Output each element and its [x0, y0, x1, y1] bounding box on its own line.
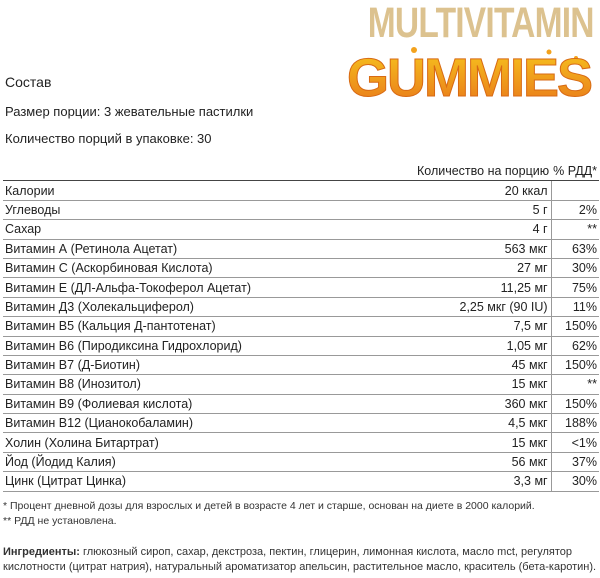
nutrient-amount: 15 мкг: [415, 433, 551, 452]
table-row: [3, 355, 599, 374]
table-row: [3, 452, 599, 471]
composition-title: Состав: [5, 74, 52, 90]
table-row: [3, 258, 599, 277]
nutrient-name: Углеводы: [3, 200, 415, 219]
nutrient-amount: 4,5 мкг: [415, 414, 551, 433]
brand-gummies: [344, 44, 594, 114]
nutrient-amount: 56 мкг: [415, 452, 551, 471]
table-row: [3, 239, 599, 258]
ingredients-text: глюкозный сироп, сахар, декстроза, пектин, глицерин, лимонная кислота, масло mct, регулятор кислотности (цитрат натрия), натуральный ароматизатор апельсин, растительное масло, краситель (бета-каротин).: [3, 546, 597, 573]
header-empty: [3, 162, 415, 181]
nutrient-name: Витамин С (Аскорбиновая Кислота): [3, 258, 415, 277]
brand-gummies-text: GUMMIES: [346, 48, 592, 108]
nutrient-amount: 5 г: [415, 200, 551, 219]
footnote-rdi: * Процент дневной дозы для взрослых и детей в возрасте 4 лет и старше, основан на диете в 2000 калорий.: [3, 500, 535, 512]
nutrient-amount: 360 мкг: [415, 394, 551, 413]
nutrient-rdi: 30%: [551, 472, 599, 491]
nutrient-name: Холин (Холина Битартрат): [3, 433, 415, 452]
servings-per-container: Количество порций в упаковке: 30: [5, 131, 212, 146]
nutrient-name: Калории: [3, 181, 415, 200]
nutrient-rdi: 150%: [551, 355, 599, 374]
ingredients: [3, 545, 599, 575]
table-row: [3, 472, 599, 491]
nutrient-rdi: 188%: [551, 414, 599, 433]
table-row: [3, 375, 599, 394]
nutrient-rdi: 62%: [551, 336, 599, 355]
table-row: [3, 220, 599, 239]
serving-size: Размер порции: 3 жевательные пастилки: [5, 104, 254, 119]
nutrient-name: Витамин В9 (Фолиевая кислота): [3, 394, 415, 413]
nutrient-rdi: 2%: [551, 200, 599, 219]
nutrient-name: Витамин В8 (Инозитол): [3, 375, 415, 394]
nutrient-name: Витамин В6 (Пиродиксина Гидрохлорид): [3, 336, 415, 355]
header-amount: Количество на порцию: [415, 162, 551, 181]
nutrient-amount: 563 мкг: [415, 239, 551, 258]
nutrient-amount: 11,25 мг: [415, 278, 551, 297]
nutrient-rdi: <1%: [551, 433, 599, 452]
nutrient-name: Витамин Е (ДЛ-Альфа-Токоферол Ацетат): [3, 278, 415, 297]
nutrient-amount: 45 мкг: [415, 355, 551, 374]
nutrient-rdi: 63%: [551, 239, 599, 258]
nutrient-rdi: 150%: [551, 317, 599, 336]
nutrient-amount: 3,3 мг: [415, 472, 551, 491]
nutrient-rdi: [551, 181, 599, 200]
nutrient-rdi: 37%: [551, 452, 599, 471]
nutrient-name: Витамин В12 (Цианокобаламин): [3, 414, 415, 433]
nutrient-amount: 1,05 мг: [415, 336, 551, 355]
table-row: [3, 336, 599, 355]
table-row: [3, 394, 599, 413]
nutrient-name: Йод (Йодид Калия): [3, 452, 415, 471]
table-row: [3, 414, 599, 433]
footnotes: [3, 499, 535, 529]
nutrient-name: Сахар: [3, 220, 415, 239]
nutrient-name: Витамин В7 (Д-Биотин): [3, 355, 415, 374]
nutrient-name: Витамин Д3 (Холекальциферол): [3, 297, 415, 316]
nutrient-rdi: 30%: [551, 258, 599, 277]
nutrient-name: Витамин В5 (Кальция Д-пантотенат): [3, 317, 415, 336]
nutrient-rdi: 75%: [551, 278, 599, 297]
brand-logo: [344, 0, 594, 115]
nutrient-rdi: 150%: [551, 394, 599, 413]
table-row: [3, 181, 599, 200]
nutrient-amount: 4 г: [415, 220, 551, 239]
ingredients-label: Ингредиенты:: [3, 546, 80, 558]
nutrient-name: Цинк (Цитрат Цинка): [3, 472, 415, 491]
nutrient-name: Витамин А (Ретинола Ацетат): [3, 239, 415, 258]
nutrient-amount: 7,5 мг: [415, 317, 551, 336]
table-header: [3, 162, 599, 181]
nutrient-amount: 15 мкг: [415, 375, 551, 394]
nutrition-table: [3, 162, 599, 492]
table-row: [3, 200, 599, 219]
nutrient-amount: 27 мг: [415, 258, 551, 277]
brand-multivitamin: MULTIVITAMIN: [367, 0, 594, 47]
nutrient-rdi: **: [551, 375, 599, 394]
table-row: [3, 433, 599, 452]
table-row: [3, 297, 599, 316]
nutrient-amount: 2,25 мкг (90 IU): [415, 297, 551, 316]
nutrient-rdi: 11%: [551, 297, 599, 316]
nutrient-amount: 20 ккал: [415, 181, 551, 200]
nutrient-rdi: **: [551, 220, 599, 239]
table-row: [3, 317, 599, 336]
footnote-not-established: ** РДД не установлена.: [3, 515, 117, 527]
header-rdi: % РДД*: [551, 162, 599, 181]
table-row: [3, 278, 599, 297]
